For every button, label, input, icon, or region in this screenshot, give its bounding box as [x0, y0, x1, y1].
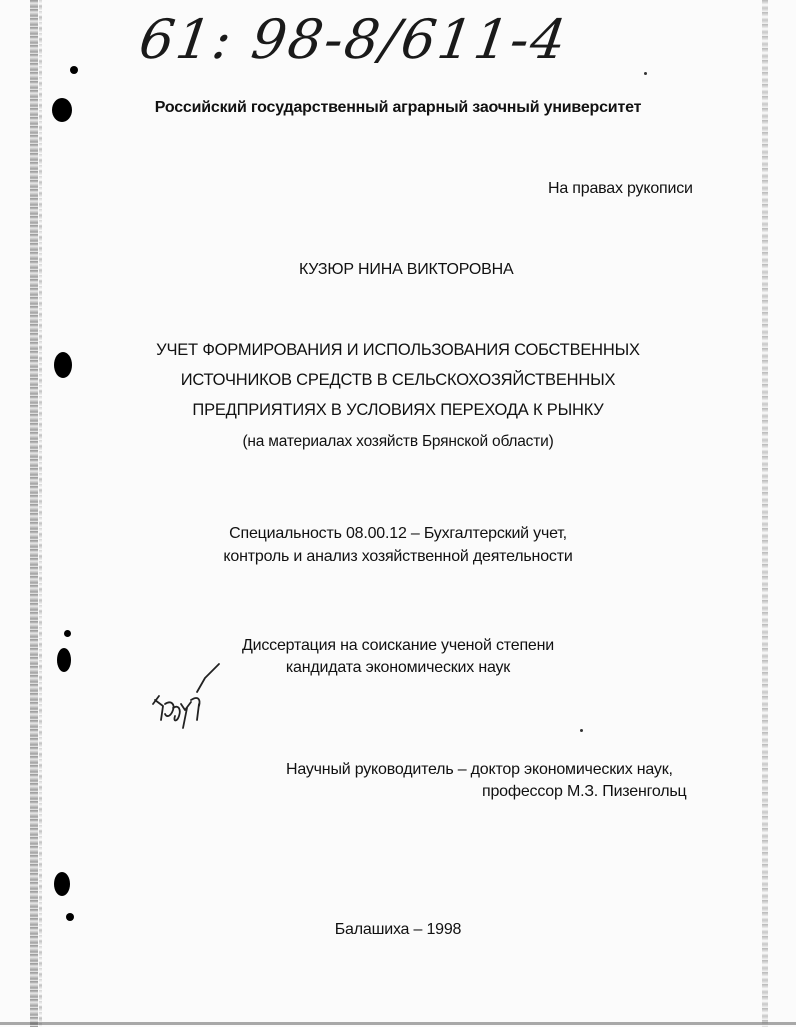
archive-code-handwritten: 61: 98-8/611-4: [135, 8, 572, 71]
punch-hole: [66, 913, 74, 921]
dissertation-line-1: Диссертация на соискание ученой степени: [242, 637, 554, 654]
scan-speck: [644, 72, 647, 75]
specialty-line-2: контроль и анализ хозяйственной деятельности: [223, 548, 573, 565]
scan-edge-left: [30, 0, 38, 1027]
scan-speck: [580, 729, 583, 732]
manuscript-note: На правах рукописи: [548, 180, 693, 197]
dissertation-line-2: кандидата экономических наук: [285, 659, 511, 676]
place-and-year: Балашиха – 1998: [334, 921, 462, 938]
punch-hole: [54, 872, 70, 896]
supervisor-line-2: профессор М.З. Пизенгольц: [482, 783, 687, 800]
author-name: КУЗЮР НИНА ВИКТОРОВНА: [299, 261, 514, 278]
punch-hole: [70, 66, 78, 74]
scan-edge-bottom: [0, 1022, 796, 1025]
thesis-title-line-3: ПРЕДПРИЯТИЯХ В УСЛОВИЯХ ПЕРЕХОДА К РЫНКУ: [192, 401, 604, 419]
thesis-title-line-2: ИСТОЧНИКОВ СРЕДСТВ В СЕЛЬСКОХОЗЯЙСТВЕННЫХ: [180, 371, 616, 389]
university-name: Российский государственный аграрный заочный университет: [154, 99, 642, 116]
handwritten-signature: [145, 660, 225, 740]
specialty-line-1: Специальность 08.00.12 – Бухгалтерский учет,: [229, 525, 567, 542]
thesis-subtitle: (на материалах хозяйств Брянской области): [242, 433, 554, 450]
punch-hole: [64, 630, 71, 637]
supervisor-line-1: Научный руководитель – доктор экономических наук,: [286, 761, 673, 778]
scan-edge-right: [762, 0, 768, 1027]
scan-edge-left-inner: [39, 0, 42, 1027]
thesis-title-line-1: УЧЕТ ФОРМИРОВАНИЯ И ИСПОЛЬЗОВАНИЯ СОБСТВЕННЫХ: [156, 341, 640, 359]
